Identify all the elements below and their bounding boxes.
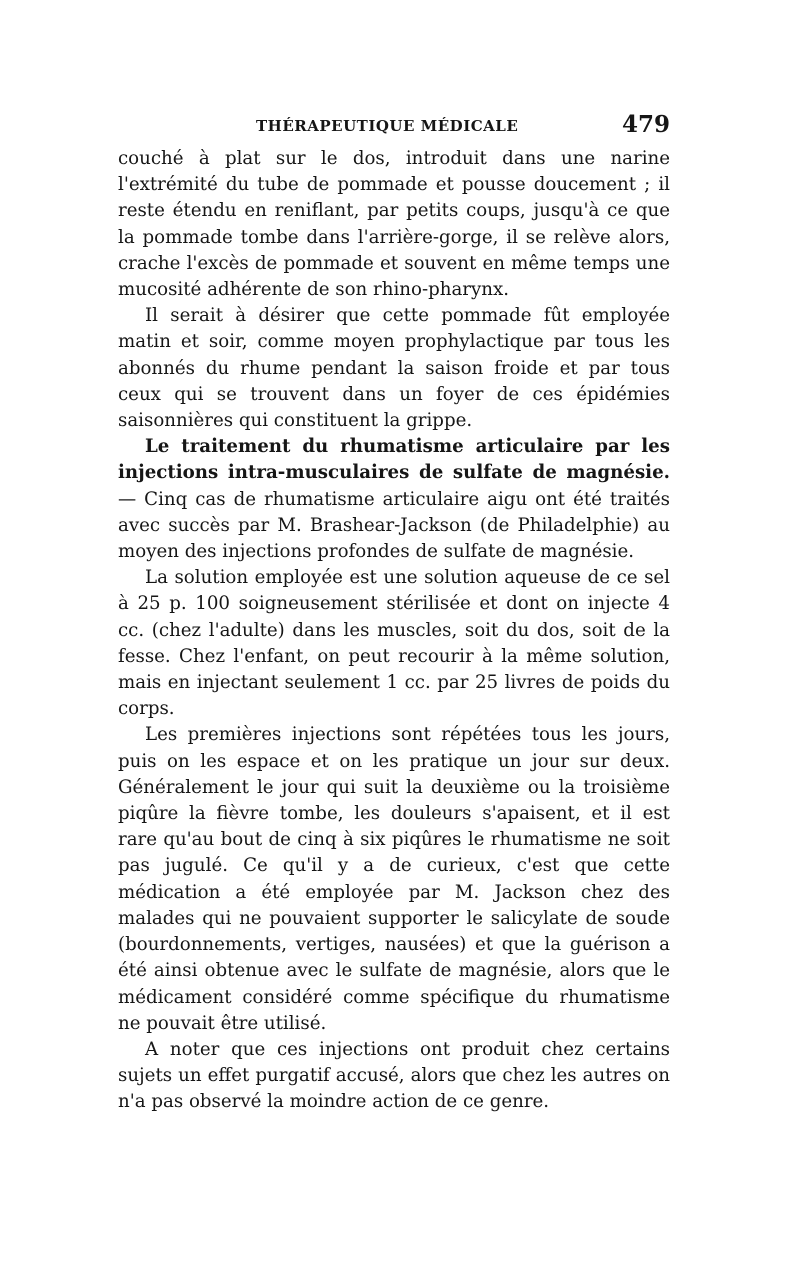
page-number: 479 — [621, 111, 670, 138]
paragraph-effet-purgatif — [118, 1037, 670, 1116]
running-head — [118, 111, 670, 141]
paragraph-solution — [118, 565, 670, 722]
body-text — [118, 146, 670, 1116]
paragraph-text: La solution employée est une solution aqueuse de ce sel à 25 p. 100 soigneusement stérilisée et dont on injecte 4 cc. (chez l'adulte) dans les muscles, soit du dos, soit de la fesse. Chez l'enfant, on peut recourir à la même solution, mais en injectant seulement 1 cc. par 25 livres de poids du corps. — [118, 567, 670, 720]
paragraph-continuation — [118, 146, 670, 303]
paragraph-text: — Cinq cas de rhumatisme articulaire aigu ont été traités avec succès par M. Brashear-Jackson (de Philadelphie) au moyen des injections profondes de sulfate de magnésie. — [118, 488, 670, 563]
running-title: THÉRAPEUTIQUE MÉDICALE — [256, 117, 519, 135]
paragraph-text: A noter que ces injections ont produit chez certains sujets un effet purgatif accusé, alors que chez les autres on n'a pas observé la moindre action de ce genre. — [118, 1038, 670, 1113]
paragraph-text: couché à plat sur le dos, introduit dans une narine l'extrémité du tube de pommade et pousse doucement ; il reste étendu en reniflant, par petits coups, jusqu'à ce que la pommade tombe dans l'arrière-gorge, il se relève alors, crache l'excès de pommade et souvent en même temps une mucosité adhérente de son rhino-pharynx. — [118, 148, 670, 301]
paragraph-injections — [118, 722, 670, 1036]
paragraph-section-rhumatisme — [118, 434, 670, 565]
paragraph-prophylaxis — [118, 303, 670, 434]
paragraph-text: Les premières injections sont répétées tous les jours, puis on les espace et on les pratique un jour sur deux. Généralement le jour qui suit la deuxième ou la troisième piqûre la fièvre tombe, les douleurs s'apaisent, et il est rare qu'au bout de cinq à six piqûres le rhumatisme ne soit pas jugulé. Ce qu'il y a de curieux, c'est que cette médication a été employée par M. Jackson chez des malades qui ne pouvaient supporter le salicylate de soude (bourdonnements, vertiges, nausées) et que la guérison a été ainsi obtenue avec le sulfate de magnésie, alors que le médicament considéré comme spécifique du rhumatisme ne pouvait être utilisé. — [118, 724, 670, 1034]
paragraph-text: Il serait à désirer que cette pommade fût employée matin et soir, comme moyen prophylactique par tous les abonnés du rhume pendant la saison froide et par tous ceux qui se trouvent dans un foyer de ces épidémies saisonnières qui constituent la grippe. — [118, 305, 670, 432]
section-title: Le traitement du rhumatisme articulaire par les injections intra-musculaires de sulfate de magnésie. — [118, 436, 670, 484]
